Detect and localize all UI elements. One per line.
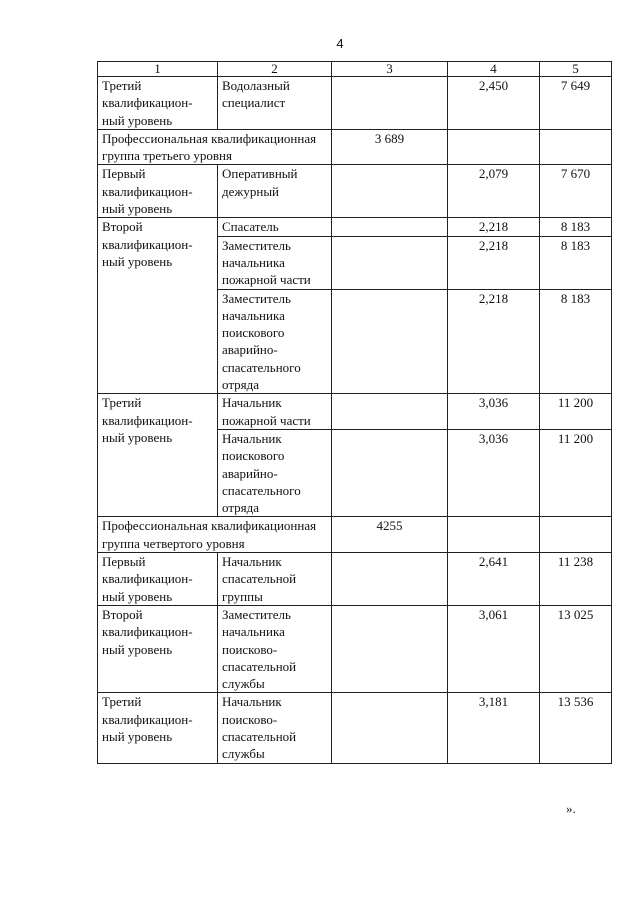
position-cell: Начальник поисково-спасательной службы [218, 693, 332, 763]
salary-cell: 7 649 [540, 77, 612, 130]
level-cell: Третий квалификацион-ный уровень [98, 394, 218, 517]
coefficient-cell: 2,079 [448, 165, 540, 218]
table-row [98, 394, 612, 430]
position-cell: Начальник пожарной части [218, 394, 332, 430]
position-cell: Начальник спасательной группы [218, 553, 332, 606]
position-cell: Начальник поискового аварийно-спасательного отряда [218, 429, 332, 516]
table-row [98, 218, 612, 236]
base-salary-cell: 4255 [332, 517, 448, 553]
coefficient-cell: 3,181 [448, 693, 540, 763]
coefficient-cell: 2,450 [448, 77, 540, 130]
column-header: 4 [448, 62, 540, 77]
table-row [98, 553, 612, 606]
group-name-cell: Профессиональная квалификационная группа третьего уровня [98, 129, 332, 165]
empty-cell [448, 129, 540, 165]
position-cell: Заместитель начальника пожарной части [218, 236, 332, 289]
empty-cell [332, 236, 448, 289]
empty-cell [332, 553, 448, 606]
level-cell: Первый квалификацион-ный уровень [98, 553, 218, 606]
position-cell: Водолазный специалист [218, 77, 332, 130]
salary-cell: 13 536 [540, 693, 612, 763]
level-cell: Третий квалификацион-ный уровень [98, 693, 218, 763]
position-cell: Заместитель начальника поискового аварийно-спасательного отряда [218, 289, 332, 394]
coefficient-cell: 2,218 [448, 236, 540, 289]
page-number: 4 [336, 36, 344, 51]
table-row [98, 693, 612, 763]
salary-cell: 11 200 [540, 394, 612, 430]
salary-cell: 8 183 [540, 289, 612, 394]
salary-cell: 7 670 [540, 165, 612, 218]
coefficient-cell: 3,061 [448, 605, 540, 692]
salary-table [97, 61, 612, 764]
column-header: 5 [540, 62, 612, 77]
column-header: 2 [218, 62, 332, 77]
position-cell: Оперативный дежурный [218, 165, 332, 218]
empty-cell [332, 289, 448, 394]
column-header: 3 [332, 62, 448, 77]
coefficient-cell: 2,218 [448, 289, 540, 394]
table-row [98, 165, 612, 218]
salary-cell: 8 183 [540, 218, 612, 236]
position-cell: Спасатель [218, 218, 332, 236]
coefficient-cell: 2,218 [448, 218, 540, 236]
header-row [98, 62, 612, 77]
level-cell: Первый квалификацион-ный уровень [98, 165, 218, 218]
coefficient-cell: 3,036 [448, 394, 540, 430]
position-cell: Заместитель начальника поисково-спасательной службы [218, 605, 332, 692]
empty-cell [332, 218, 448, 236]
level-cell: Третий квалификацион-ный уровень [98, 77, 218, 130]
level-cell: Второй квалификацион-ный уровень [98, 218, 218, 394]
salary-cell: 11 200 [540, 429, 612, 516]
empty-cell [332, 605, 448, 692]
level-cell: Второй квалификацион-ный уровень [98, 605, 218, 692]
salary-cell: 11 238 [540, 553, 612, 606]
group-name-cell: Профессиональная квалификационная группа четвертого уровня [98, 517, 332, 553]
group-row [98, 129, 612, 165]
group-row [98, 517, 612, 553]
salary-cell: 8 183 [540, 236, 612, 289]
empty-cell [540, 129, 612, 165]
table-row [98, 77, 612, 130]
empty-cell [332, 429, 448, 516]
salary-cell: 13 025 [540, 605, 612, 692]
empty-cell [540, 517, 612, 553]
empty-cell [332, 693, 448, 763]
base-salary-cell: 3 689 [332, 129, 448, 165]
empty-cell [448, 517, 540, 553]
empty-cell [332, 394, 448, 430]
coefficient-cell: 2,641 [448, 553, 540, 606]
table-row [98, 605, 612, 692]
closing-quote: ». [566, 801, 576, 816]
column-header: 1 [98, 62, 218, 77]
empty-cell [332, 165, 448, 218]
empty-cell [332, 77, 448, 130]
coefficient-cell: 3,036 [448, 429, 540, 516]
